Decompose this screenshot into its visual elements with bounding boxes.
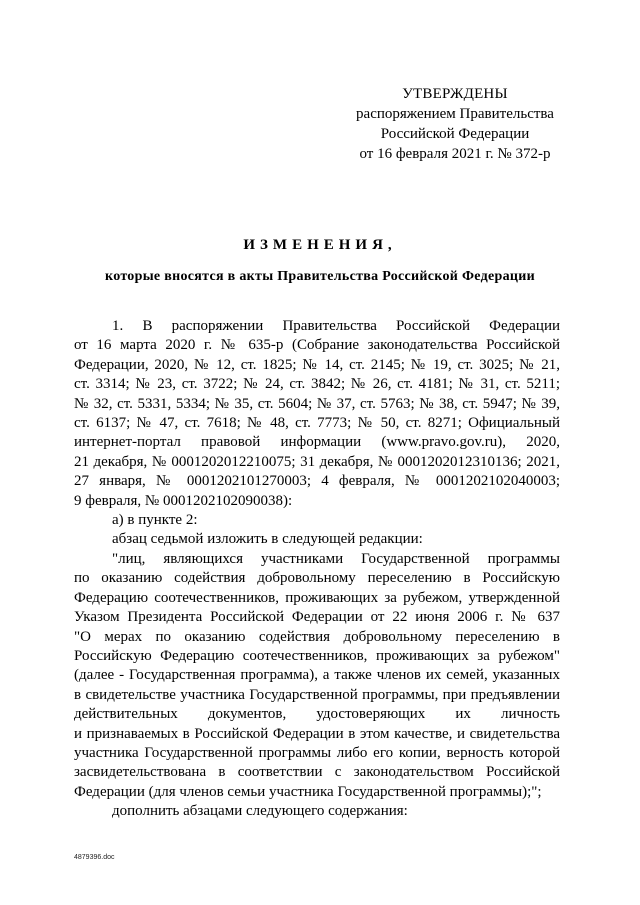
body-line: от 16 марта 2020 г. № 635-р (Собрание законодательства Российской	[74, 337, 560, 354]
body-line: интернет-портал правовой информации (www.pravo.gov.ru), 2020,	[74, 434, 560, 451]
body-line: (далее - Государственная программа), а также членов их семей, указанных	[74, 667, 560, 684]
body-line: Федерации (для членов семьи участника Государственной программы);";	[74, 783, 542, 800]
body-line: ст. 3314; № 23, ст. 3722; № 24, ст. 3842; № 26, ст. 4181; № 31, ст. 5211;	[74, 376, 560, 393]
body-line: 9 февраля, № 0001202102090038):	[74, 492, 293, 509]
body-line: ст. 6137; № 47, ст. 7618; № 48, ст. 7773; № 50, ст. 8271; Официальный	[74, 415, 560, 432]
document-body	[74, 317, 560, 822]
file-name-footer: 4879396.doc	[74, 854, 115, 861]
body-line: дополнить абзацами следующего содержания:	[112, 803, 408, 820]
body-line: а) в пункте 2:	[112, 512, 198, 529]
approval-line-3: от 16 февраля 2021 г. № 372-р	[359, 146, 551, 162]
body-line: Федерацию соотечественников, проживающих за рубежом, утвержденной	[74, 589, 560, 606]
approval-line-2: Российской Федерации	[380, 126, 530, 142]
approval-line-1: распоряжением Правительства	[356, 106, 554, 122]
body-line: "О мерах по оказанию содействия добровольному переселению в	[74, 628, 560, 645]
body-line: Федерации, 2020, № 12, ст. 1825; № 14, ст. 2145; № 19, ст. 3025; № 21,	[74, 356, 560, 373]
body-line: Указом Президента Российской Федерации от 22 июня 2006 г. № 637	[74, 609, 560, 626]
document-heading	[0, 234, 640, 286]
body-line: и признаваемых в Российской Федерации в этом качестве, и свидетельства	[74, 725, 560, 742]
body-line: 27 января, № 0001202101270003; 4 февраля, № 0001202102040003;	[74, 473, 560, 490]
body-line: № 32, ст. 5331, 5334; № 35, ст. 5604; № 37, ст. 5763; № 38, ст. 5947; № 39,	[74, 395, 560, 412]
approval-block	[330, 84, 580, 164]
body-line: в свидетельстве участника Государственной программы, при предъявлении	[74, 686, 560, 703]
body-line: "лиц, являющихся участниками Государственной программы	[112, 550, 560, 567]
body-line: 21 декабря, № 0001202012210075; 31 декабря, № 0001202012310136; 2021,	[74, 453, 560, 470]
body-line: 1. В распоряжении Правительства Российской Федерации	[112, 318, 560, 334]
page-title: ИЗМЕНЕНИЯ,	[243, 237, 397, 253]
page-subtitle: которые вносятся в акты Правительства Российской Федерации	[105, 269, 535, 284]
body-line: участника Государственной программы либо его копии, верность которой	[74, 744, 560, 761]
body-line: Российскую Федерацию соотечественников, проживающих за рубежом"	[74, 647, 560, 664]
body-line: засвидетельствована в соответствии с законодательством Российской	[74, 764, 560, 781]
body-line: действительных документов, удостоверяющих их личность	[74, 706, 560, 723]
body-line: по оказанию содействия добровольному переселению в Российскую	[74, 570, 560, 587]
body-line: абзац седьмой изложить в следующей редакции:	[112, 531, 423, 548]
approval-title: УТВЕРЖДЕНЫ	[402, 86, 508, 102]
